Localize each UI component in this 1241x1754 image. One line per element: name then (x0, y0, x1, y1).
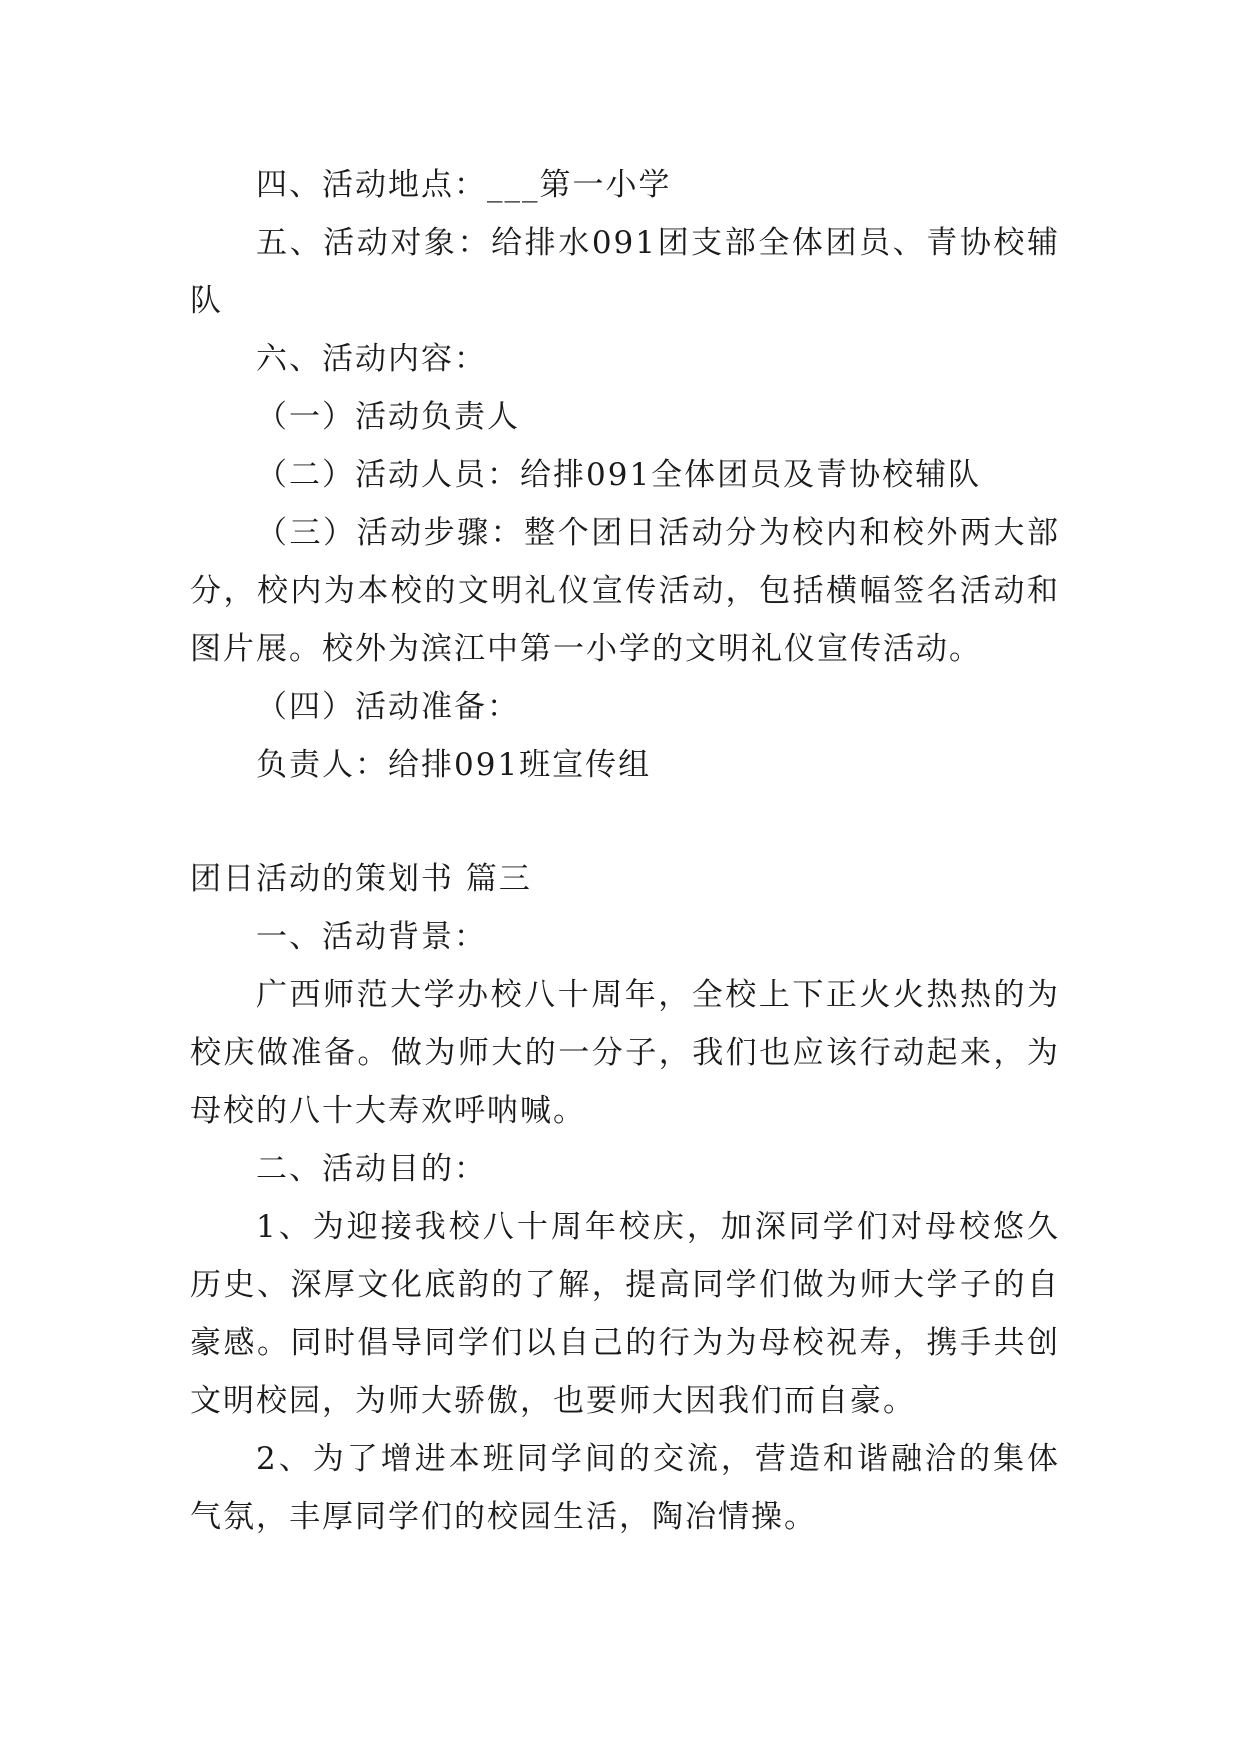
content-item-2: （二）活动人员：给排091全体团员及青协校辅队 (256, 457, 982, 493)
section-activity-details (190, 156, 1060, 794)
purpose-title: 二、活动目的： (256, 1151, 487, 1187)
content-item-1: （一）活动负责人 (256, 399, 520, 435)
activity-location: 四、活动地点：___第一小学 (256, 167, 672, 203)
responsible-person: 负责人：给排091班宣传组 (256, 747, 652, 783)
background-text: 广西师范大学办校八十周年，全校上下正火火热热的为校庆做准备。做为师大的一分子，我们也应该行动起来，为母校的八十大寿欢呼呐喊。 (190, 977, 1060, 1129)
purpose-item-1: 1、为迎接我校八十周年校庆，加深同学们对母校悠久历史、深厚文化底韵的了解，提高同学们做为师大学子的自豪感。同时倡导同学们以自己的行为为母校祝寿，携手共创文明校园，为师大骄傲，也要师大因我们而自豪。 (190, 1209, 1060, 1419)
purpose-item-2: 2、为了增进本班同学间的交流，营造和谐融洽的集体气氛，丰厚同学们的校园生活，陶冶情操。 (190, 1441, 1060, 1535)
section-plan-three (190, 908, 1060, 1546)
content-item-4: （四）活动准备： (256, 689, 520, 725)
content-item-3: （三）活动步骤：整个团日活动分为校内和校外两大部分，校内为本校的文明礼仪宣传活动，包括横幅签名活动和图片展。校外为滨江中第一小学的文明礼仪宣传活动。 (190, 515, 1060, 667)
background-title: 一、活动背景： (256, 919, 487, 955)
activity-content-title: 六、活动内容： (256, 341, 487, 377)
activity-audience: 五、活动对象：给排水091团支部全体团员、青协校辅队 (190, 225, 1060, 319)
section-heading: 团日活动的策划书 篇三 (190, 861, 532, 897)
